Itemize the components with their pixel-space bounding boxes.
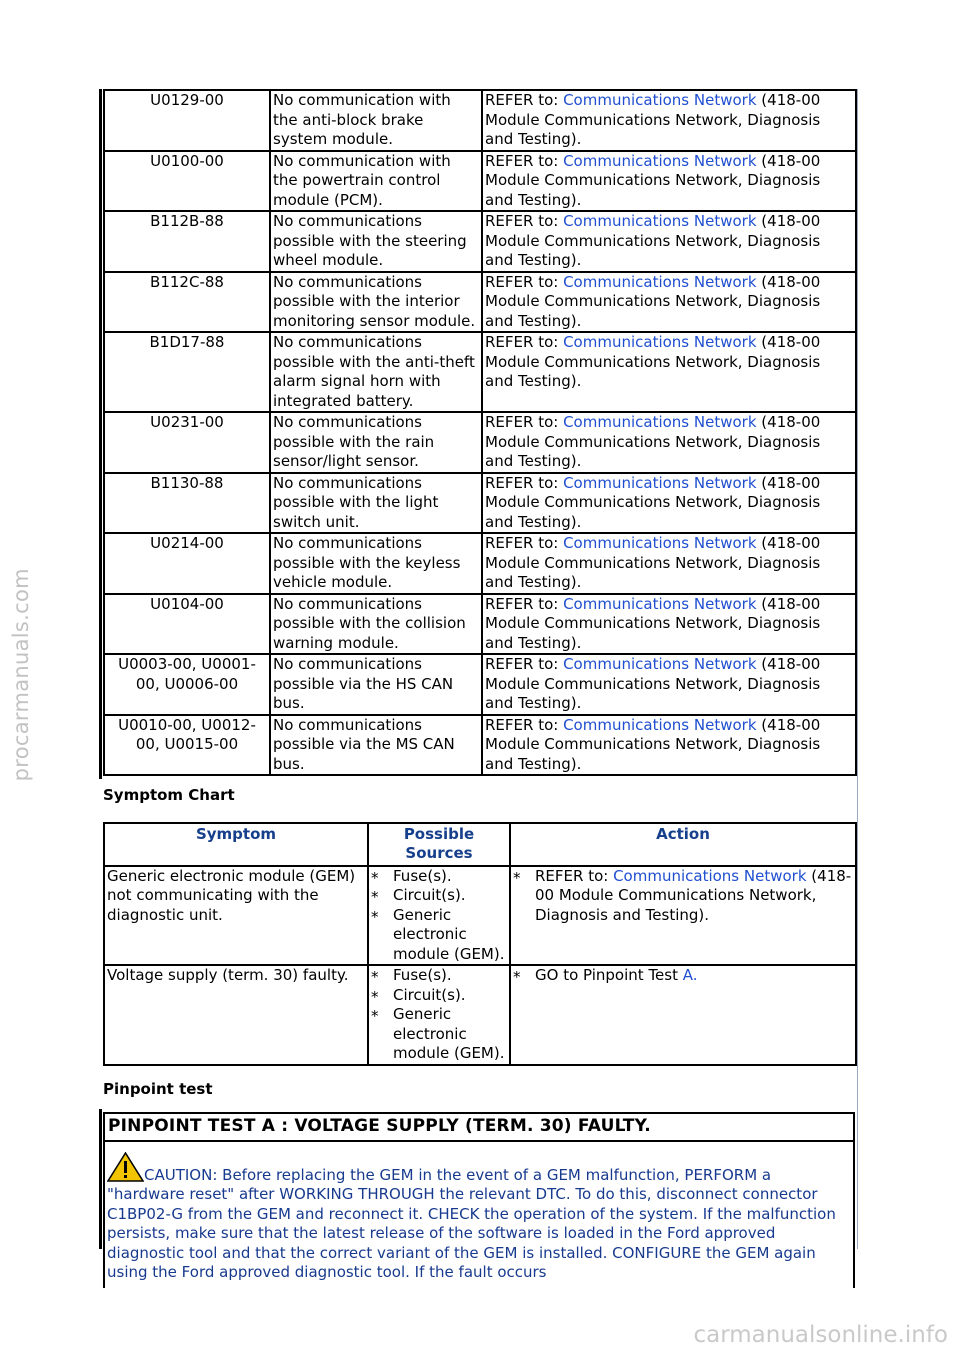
source-item: * Generic electronic module (GEM).	[371, 906, 507, 965]
symptom-chart-header-row	[104, 823, 856, 866]
dtc-action	[482, 151, 856, 212]
symptom-text: Generic electronic module (GEM) not communicating with the diagnostic unit.	[104, 866, 368, 966]
dtc-action	[482, 272, 856, 333]
source-item: * Fuse(s).	[371, 867, 507, 887]
change-bar-top	[99, 89, 102, 779]
communications-network-link[interactable]: Communications Network	[563, 91, 757, 109]
refer-prefix: REFER to:	[485, 272, 564, 291]
refer-prefix: REFER to:	[485, 151, 564, 170]
dtc-row	[104, 412, 856, 473]
refer-suffix: (418-00 Module Communications Network, Diagnosis and Testing).	[485, 715, 821, 773]
refer-prefix: REFER to:	[485, 594, 564, 613]
dtc-row	[104, 90, 856, 151]
symptom-row	[104, 866, 856, 966]
possible-sources-cell	[368, 965, 510, 1065]
dtc-action	[482, 473, 856, 534]
refer-suffix: (418-00 Module Communications Network, Diagnosis and Testing).	[485, 333, 821, 390]
pinpoint-heading: Pinpoint test	[103, 1079, 213, 1098]
dtc-action	[482, 654, 856, 715]
dtc-description: No communications possible with the steering wheel module.	[270, 211, 482, 272]
communications-network-link[interactable]: Communications Network	[563, 594, 757, 613]
communications-network-link[interactable]: Communications Network	[563, 212, 757, 230]
dtc-row	[104, 533, 856, 594]
refer-prefix: REFER to:	[485, 473, 564, 492]
action-link[interactable]: A.	[682, 966, 698, 984]
refer-prefix: REFER to:	[485, 655, 564, 673]
refer-suffix: (418-00 Module Communications Network, Diagnosis and Testing).	[485, 212, 821, 269]
refer-prefix: REFER to:	[485, 534, 564, 552]
refer-prefix: REFER to:	[485, 413, 564, 431]
dtc-description: No communications possible with the anti-theft alarm signal horn with integrated battery.	[270, 332, 482, 412]
dtc-code: U0104-00	[104, 594, 270, 655]
dtc-action	[482, 332, 856, 412]
header-possible-sources: Possible Sources	[368, 823, 510, 866]
bottom-watermark: carmanualsonline.info	[693, 1322, 948, 1348]
dtc-action	[482, 715, 856, 776]
refer-suffix: (418-00 Module Communications Network, Diagnosis and Testing).	[485, 594, 821, 652]
dtc-row	[104, 272, 856, 333]
dtc-code: U0214-00	[104, 533, 270, 594]
action-cell	[510, 866, 856, 966]
dtc-row	[104, 594, 856, 655]
source-item: * Generic electronic module (GEM).	[371, 1005, 507, 1064]
possible-sources-cell	[368, 866, 510, 966]
dtc-code: B1130-88	[104, 473, 270, 534]
dtc-row	[104, 332, 856, 412]
dtc-table	[103, 89, 857, 776]
symptom-chart-heading: Symptom Chart	[103, 786, 235, 804]
action-prefix: REFER to:	[535, 866, 614, 885]
dtc-description: No communications possible via the MS CAN bus.	[270, 715, 482, 776]
dtc-code: B112B-88	[104, 211, 270, 272]
source-item: * Fuse(s).	[371, 966, 507, 986]
communications-network-link[interactable]: Communications Network	[563, 333, 757, 351]
refer-suffix: (418-00 Module Communications Network, Diagnosis and Testing).	[485, 534, 821, 591]
communications-network-link[interactable]: Communications Network	[563, 655, 757, 673]
pinpoint-test-title: PINPOINT TEST A : VOLTAGE SUPPLY (TERM. 30) FAULTY.	[103, 1112, 855, 1142]
caution-text: CAUTION: Before replacing the GEM in the event of a GEM malfunction, PERFORM a "hardware reset" after WORKING THROUGH the relevant DTC. To do this, disconnect connector C1BP02-G from the GEM and reconnect it. CHECK the operation of the system. If the malfunction persists, make sure that the latest release of the software is loaded in the Ford approved diagnostic tool and that the correct variant of the GEM is installed. CONFIGURE the GEM again using the Ford approved diagnostic tool. If the fault occurs	[107, 1165, 836, 1281]
refer-suffix: (418-00 Module Communications Network, Diagnosis and Testing).	[485, 413, 821, 470]
refer-suffix: (418-00 Module Communications Network, Diagnosis and Testing).	[485, 272, 821, 330]
dtc-description: No communications possible with the interior monitoring sensor module.	[270, 272, 482, 333]
action-prefix: GO to Pinpoint Test	[535, 966, 683, 984]
refer-prefix: REFER to:	[485, 212, 564, 230]
warning-triangle-icon	[107, 1152, 144, 1182]
dtc-action	[482, 90, 856, 151]
page-content	[103, 89, 855, 1288]
dtc-code: B112C-88	[104, 272, 270, 333]
side-watermark	[2, 560, 42, 790]
dtc-row	[104, 654, 856, 715]
symptom-chart-table	[103, 822, 857, 1066]
dtc-row	[104, 211, 856, 272]
action-cell	[510, 965, 856, 1065]
action-list	[513, 867, 853, 926]
communications-network-link[interactable]: Communications Network	[563, 715, 757, 734]
action-list	[513, 966, 853, 986]
refer-suffix: (418-00 Module Communications Network, Diagnosis and Testing).	[485, 151, 821, 209]
refer-prefix: REFER to:	[485, 91, 564, 109]
communications-network-link[interactable]: Communications Network	[563, 151, 757, 170]
dtc-code: U0003-00, U0001-00, U0006-00	[104, 654, 270, 715]
dtc-description: No communication with the powertrain control module (PCM).	[270, 151, 482, 212]
refer-suffix: (418-00 Module Communications Network, Diagnosis and Testing).	[485, 655, 821, 712]
action-link[interactable]: Communications Network	[613, 866, 807, 885]
symptom-chart-body	[104, 866, 856, 1065]
dtc-description: No communications possible with the keyless vehicle module.	[270, 533, 482, 594]
action-suffix: (418-00 Module Communications Network, Diagnosis and Testing).	[535, 866, 852, 924]
header-action: Action	[510, 823, 856, 866]
refer-suffix: (418-00 Module Communications Network, Diagnosis and Testing).	[485, 91, 821, 148]
dtc-row	[104, 151, 856, 212]
header-symptom: Symptom	[104, 823, 368, 866]
communications-network-link[interactable]: Communications Network	[563, 272, 757, 291]
dtc-action	[482, 594, 856, 655]
dtc-description: No communications possible via the HS CAN bus.	[270, 654, 482, 715]
dtc-row	[104, 715, 856, 776]
dtc-code: U0010-00, U0012-00, U0015-00	[104, 715, 270, 776]
caution-box	[103, 1142, 855, 1288]
communications-network-link[interactable]: Communications Network	[563, 413, 757, 431]
dtc-code: U0231-00	[104, 412, 270, 473]
refer-prefix: REFER to:	[485, 333, 564, 351]
possible-sources-list	[371, 966, 507, 1064]
right-margin-line	[857, 89, 858, 1249]
dtc-description: No communications possible with the light switch unit.	[270, 473, 482, 534]
dtc-action	[482, 533, 856, 594]
communications-network-link[interactable]: Communications Network	[563, 473, 757, 492]
dtc-description: No communication with the anti-block brake system module.	[270, 90, 482, 151]
dtc-table-body	[104, 90, 856, 775]
dtc-row	[104, 473, 856, 534]
change-bar-bottom	[99, 1109, 102, 1249]
dtc-description: No communications possible with the rain sensor/light sensor.	[270, 412, 482, 473]
refer-prefix: REFER to:	[485, 715, 564, 734]
dtc-code: U0129-00	[104, 90, 270, 151]
action-item	[513, 867, 853, 926]
dtc-action	[482, 412, 856, 473]
side-watermark-text: procarmanuals.com	[9, 568, 34, 782]
communications-network-link[interactable]: Communications Network	[563, 534, 757, 552]
dtc-code: B1D17-88	[104, 332, 270, 412]
action-item	[513, 966, 853, 986]
source-item: * Circuit(s).	[371, 886, 507, 906]
dtc-code: U0100-00	[104, 151, 270, 212]
refer-suffix: (418-00 Module Communications Network, Diagnosis and Testing).	[485, 473, 821, 531]
dtc-description: No communications possible with the collision warning module.	[270, 594, 482, 655]
symptom-text: Voltage supply (term. 30) faulty.	[104, 965, 368, 1065]
symptom-row	[104, 965, 856, 1065]
dtc-action	[482, 211, 856, 272]
possible-sources-list	[371, 867, 507, 965]
source-item: * Circuit(s).	[371, 986, 507, 1006]
